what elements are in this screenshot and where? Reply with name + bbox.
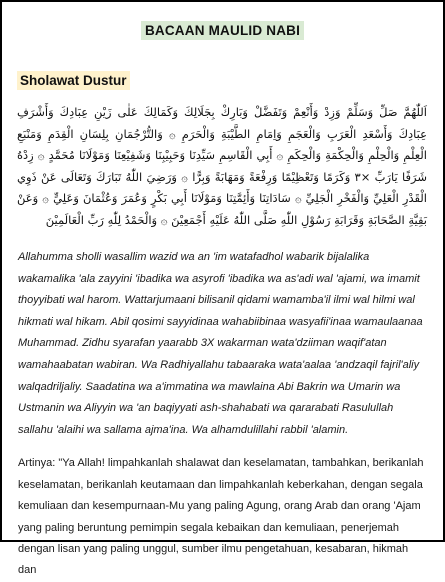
document-title: BACAAN MAULID NABI xyxy=(141,21,304,40)
section-heading: Sholawat Dustur xyxy=(17,71,130,90)
title-wrapper xyxy=(2,21,443,40)
latin-transliteration: Allahumma sholli wasallim wazid wa an 'im watafadhol wabarik bijalalika wakamalika 'ala zayyini 'ibadika wa asyrofi 'ibadika wa as'adi wal 'ajami, wa imamit thoyyibati wal harom. Wattarjumaani bilisanil qidami wamamba'il ilmi wal hilmi wal hikmati wal hikam. Abil qosimi sayyidinaa wahabiibinaa wasyafii'inaa wamaulaanaa Muhammad. Zidhu syarafan yaarabb 3X wakarman wata'dziiman waqif'atan wamahaabatan wabiran. Wa Radhiyallahu tabaaraka wata'aalaa 'andzaqil fajril'aliy walqadriljaliy. Saadatina wa a'immatina wa mawlaina Abi Bakrin wa Umarin wa Ustmanin wa Aliyyin wa 'an baqiyyati ash-shahabati wa qararabati Rasulullah sallahu 'alaihi wa sallama ajma'ina. Wa alhamdulillahi rabbil 'alamin. xyxy=(18,251,423,436)
meaning-paragraph: Artinya: "Ya Allah! limpahkanlah shalawat dan keselamatan, tambahkan, berikanlah keselamatan, berikanlah keutamaan dan limpahkanlah keberkahan, dengan segala kemuliaan dan kesempurnaan-Mu yang paling Agung, orang Arab dan orang 'Ajam yang paling beruntung pemimpin segala kebaikan dan kemuliaan, penerjemah dengan lisan yang paling unggul, sumber ilmu pengetahuan, kesabaran, hikmah dan xyxy=(18,457,424,577)
arabic-text: اَللّٰهُمَّ صَلِّ وَسَلِّمْ وَزِدْ وَأَنْعِمْ وَتَفَضَّلْ وَبَارِكْ بِجَلَالِكَ وَكَمَالِكَ عَلٰى زَيْنِ عِبَادِكَ وَأَشْرَفِ عِبَادِكَ وَأَسْعَدِ الْعَرَبِ وَالْعَجَمِ وَاِمَامِ الطَّيْبَةِ وَالْحَرَمِ ۞ وَالتُّرْجُمَانِ بِلِسَانِ الْقِدَمِ وَمَنْبَعِ الْعِلْمِ وَالْحِلْمِ وَالْحِكْمَةِ وَالْحِكَمِ ۞ أَبِي الْقَاسِمِ سَيِّدِنَا وَحَبِيْبِنَا وَشَفِيْعِنَا وَمَوْلَانَا مُحَمَّدٍ ۞ زِدْهُ شَرَفًا يَارَبِّ ×٣ وَكَرَمًا وَتَعْظِيْمًا وَرِفْعَةً وَمَهَابَةً وَبِرًّا ۞ وَرَضِيَ اللّٰهُ تَبَارَكَ وَتَعَالَى عَنْ ذَوِي الْقَدْرِ الْعَلِيِّ وَالْفَخْرِ الْجَلِيِّ ۞ سَادَاتِنَا وَأَئِمَّتِنَا وَمَوْلَانَا أَبِي بَكْرٍ وَعُمَرَ وَعُثْمَانَ وَعَلِيٍّ ۞ وَعَنْ بَقِيَّةِ الصَّحَابَةِ وَقَرَابَةِ رَسُوْلِ اللّٰهِ صَلَّى اللّٰهُ عَلَيْهِ أَجْمَعِيْنَ ۞ وَالْحَمْدُ لِلّٰهِ رَبِّ الْعَالَمِيْنَ xyxy=(17,105,427,227)
